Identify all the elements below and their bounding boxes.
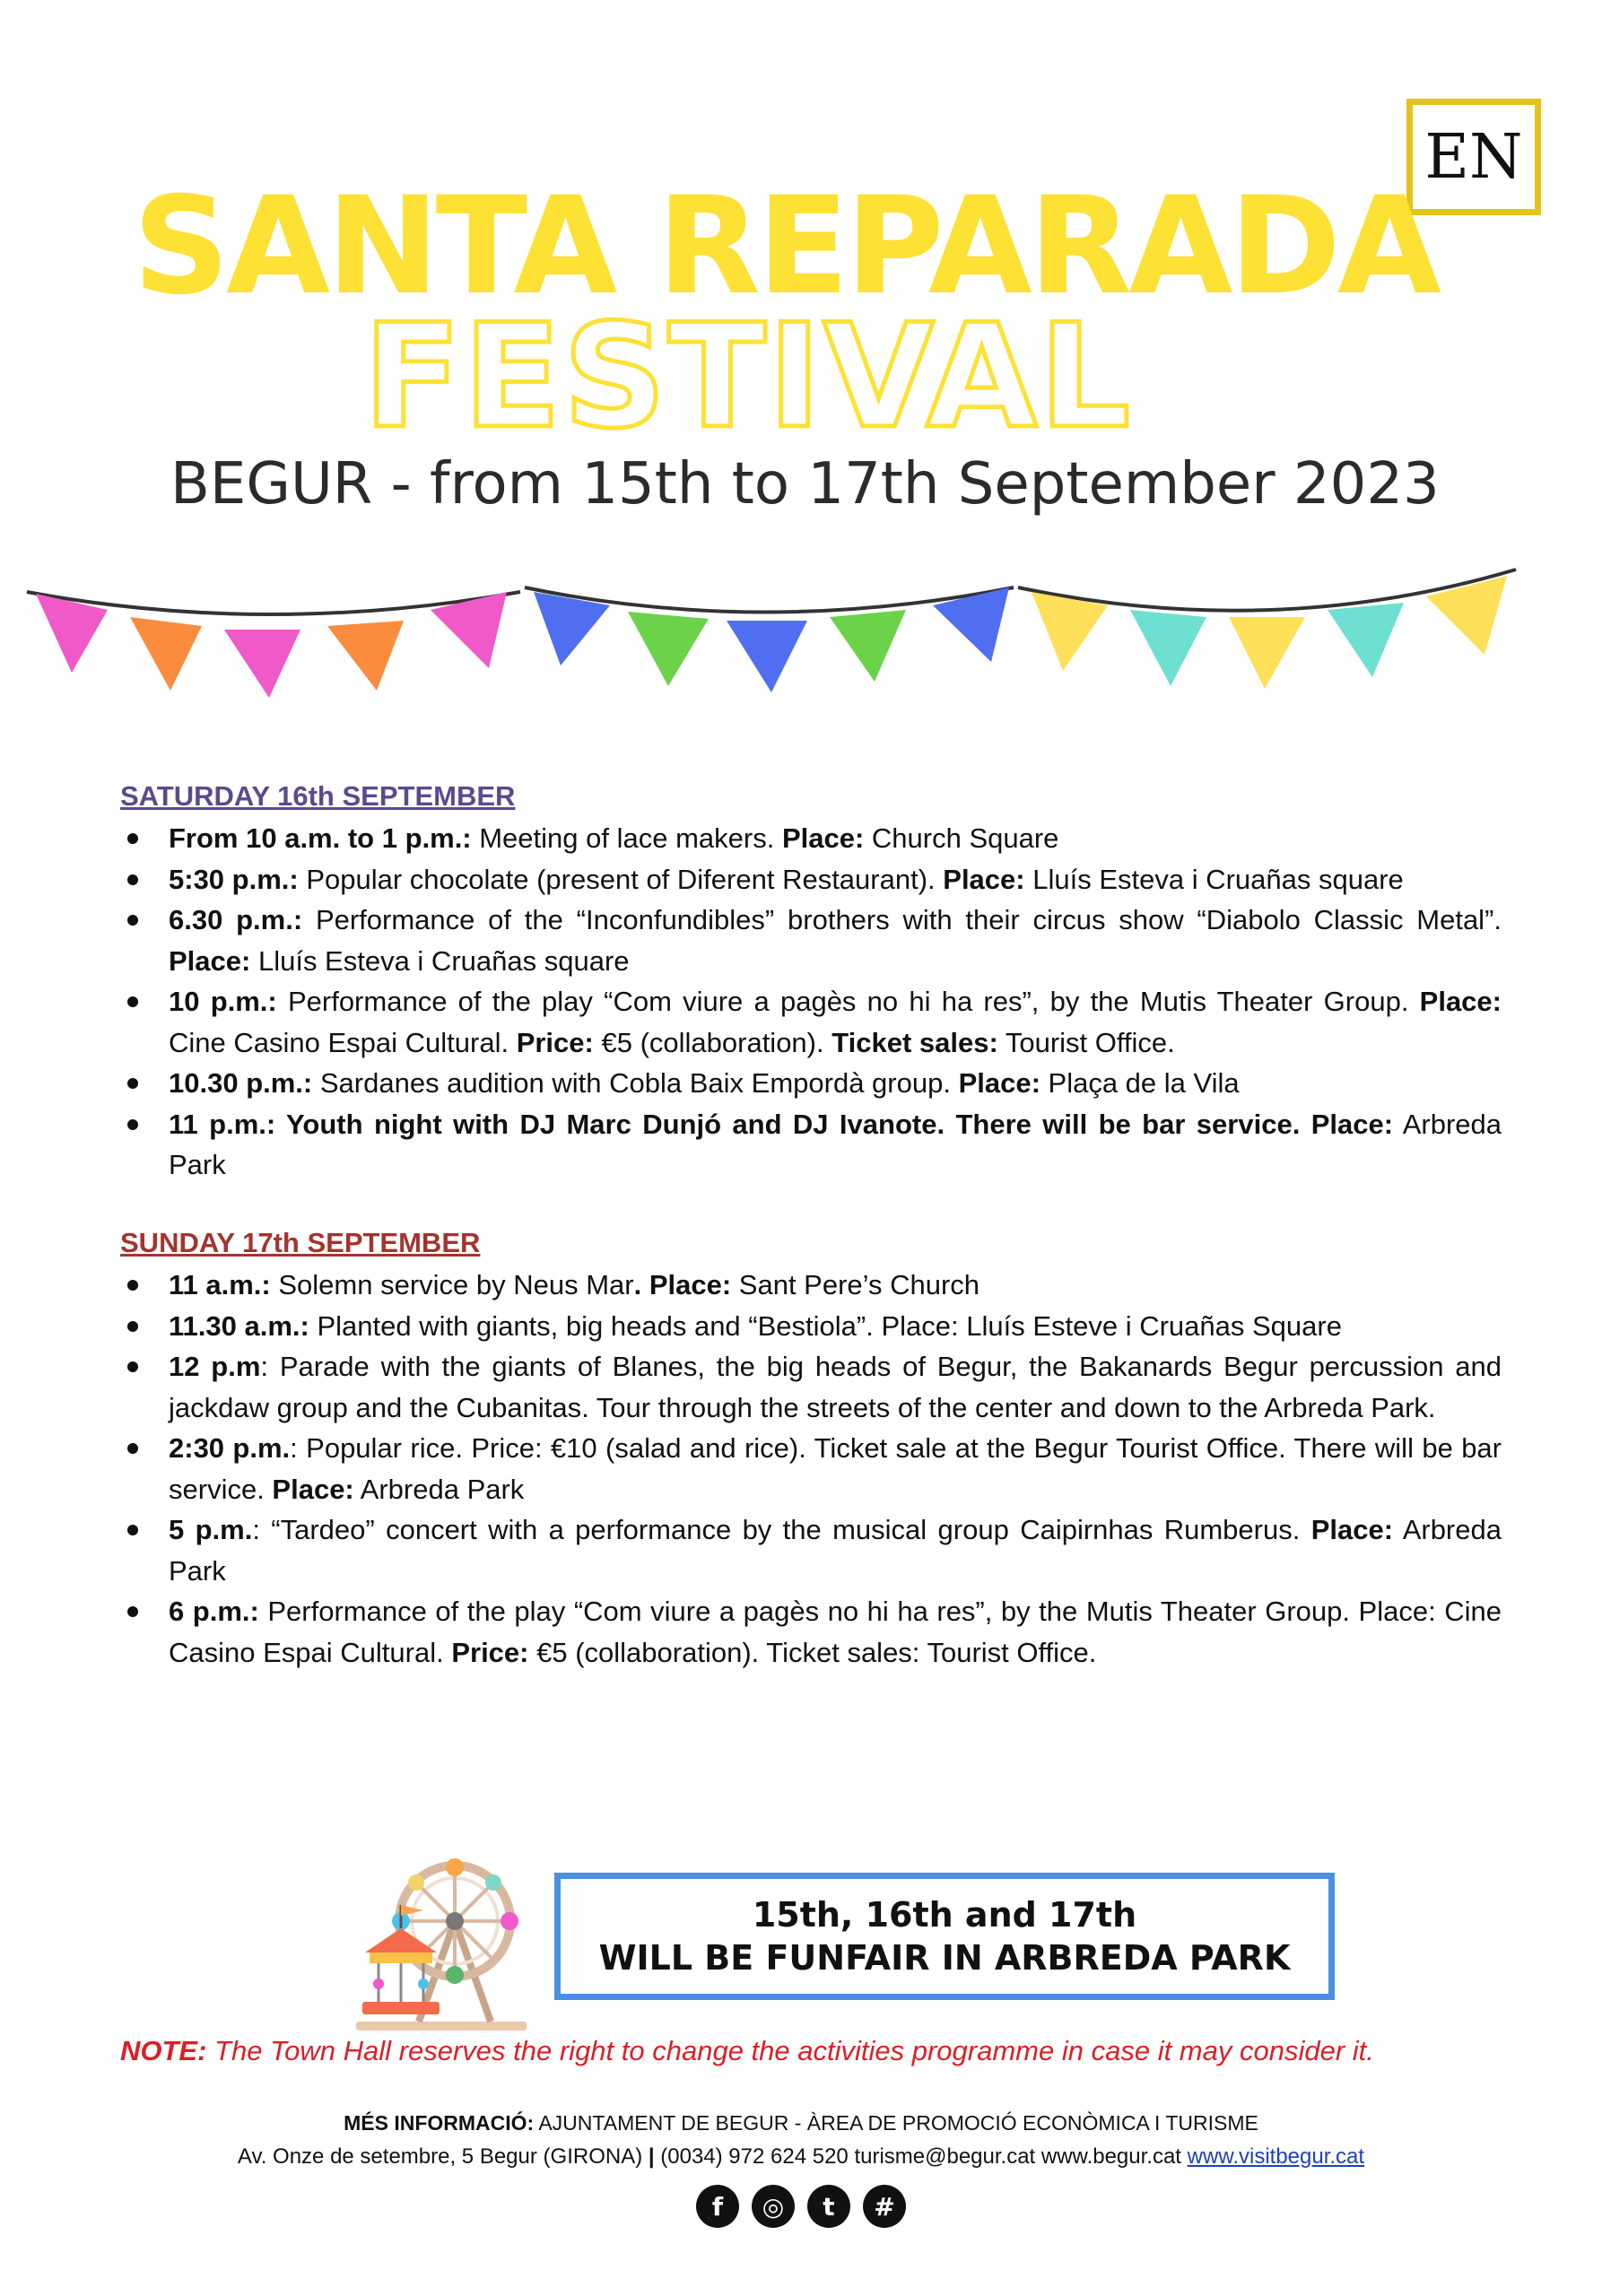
festival-title: SANTA REPARADA [133, 169, 1439, 325]
note-label: NOTE: [120, 2035, 207, 2066]
list-item: 10 p.m.: Performance of the play “Com viure a pagès no hi ha res”, by the Mutis Theater Group. Place: Cine Casino Espai Cultural. Price: €5 (collaboration). Ticket sales: Tourist Office. [120, 981, 1502, 1063]
funfair-text: WILL BE FUNFAIR IN ARBREDA PARK [598, 1938, 1291, 1978]
list-item: 11.30 a.m.: Planted with giants, big heads and “Bestiola”. Place: Lluís Esteve i Cruañas Square [120, 1306, 1502, 1347]
list-item: 11 p.m.: Youth night with DJ Marc Dunjó and DJ Ivanote. There will be bar service. Place: Arbreda Park [120, 1104, 1502, 1186]
language-badge[interactable]: EN [1406, 99, 1541, 215]
funfair-dates: 15th, 16th and 17th [752, 1895, 1137, 1935]
funfair-announcement [554, 1873, 1335, 2000]
saturday-section [120, 777, 1502, 1186]
bunting-decoration [0, 556, 1602, 718]
footer-info: MÉS INFORMACIÓ: AJUNTAMENT DE BEGUR - ÀREA DE PROMOCIÓ ECONÒMICA I TURISME [344, 2111, 1258, 2135]
twitter-icon[interactable]: t [807, 2185, 850, 2228]
list-item: 5:30 p.m.: Popular chocolate (present of Diferent Restaurant). Place: Lluís Esteva i Cruañas square [120, 859, 1502, 900]
facebook-icon[interactable]: f [696, 2185, 739, 2228]
list-item: 6.30 p.m.: Performance of the “Inconfundibles” brothers with their circus show “Diabolo Classic Metal”. Place: Lluís Esteva i Cruañas square [120, 900, 1502, 981]
list-item: 5 p.m.: “Tardeo” concert with a performance by the musical group Caipirnhas Rumberus. Place: Arbreda Park [120, 1509, 1502, 1591]
sunday-section [120, 1223, 1502, 1673]
list-item: 6 p.m.: Performance of the play “Com viure a pagès no hi ha res”, by the Mutis Theater Group. Place: Cine Casino Espai Cultural. Price: €5 (collaboration). Ticket sales: Tourist Office. [120, 1591, 1502, 1673]
hashtag-icon[interactable]: # [863, 2185, 906, 2228]
ferris-wheel-icon [352, 1858, 531, 2038]
sunday-event-list [120, 1265, 1502, 1673]
festival-subtitle: BEGUR - from 15th to 17th September 2023 [170, 451, 1440, 517]
saturday-event-list [120, 818, 1502, 1186]
note-text: NOTE: The Town Hall reserves the right to change the activities programme in case it may consider it. [120, 2035, 1374, 2066]
sunday-heading: SUNDAY 17th SEPTEMBER [120, 1227, 481, 1258]
festival-title-outline: FESTIVAL [363, 292, 1133, 460]
social-icons [0, 2185, 1602, 2228]
list-item: From 10 a.m. to 1 p.m.: Meeting of lace makers. Place: Church Square [120, 818, 1502, 859]
footer-contact: Av. Onze de setembre, 5 Begur (GIRONA) | (0034) 972 624 520 turisme@begur.cat www.begur.cat www.visitbegur.cat [237, 2144, 1365, 2169]
list-item: 11 a.m.: Solemn service by Neus Mar. Place: Sant Pere’s Church [120, 1265, 1502, 1306]
saturday-heading: SATURDAY 16th SEPTEMBER [120, 780, 516, 812]
visitbegur-link[interactable]: www.visitbegur.cat [1187, 2144, 1365, 2169]
instagram-icon[interactable]: ◎ [752, 2185, 795, 2228]
list-item: 12 p.m: Parade with the giants of Blanes, the big heads of Begur, the Bakanards Begur percussion and jackdaw group and the Cubanitas. Tour through the streets of the center and down to the Arbreda Park. [120, 1346, 1502, 1428]
list-item: 2:30 p.m.: Popular rice. Price: €10 (salad and rice). Ticket sale at the Begur Tourist Office. There will be bar service. Place: Arbreda Park [120, 1428, 1502, 1509]
list-item: 10.30 p.m.: Sardanes audition with Cobla Baix Empordà group. Place: Plaça de la Vila [120, 1063, 1502, 1104]
